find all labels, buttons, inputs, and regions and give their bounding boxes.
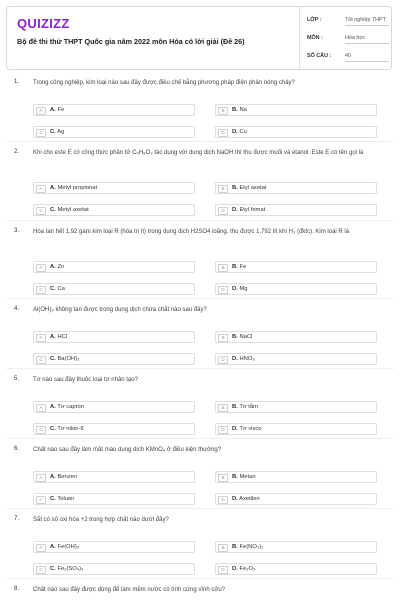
option-prefix: A. xyxy=(50,543,56,550)
option-prefix: A. xyxy=(50,106,56,113)
option-letter-badge: C xyxy=(36,496,46,504)
option-letter-badge: C xyxy=(36,207,46,215)
option-prefix: D. xyxy=(232,425,238,432)
option-prefix: C. xyxy=(50,128,56,135)
option-value: Fe(OH)₃ xyxy=(57,543,80,550)
meta-subject-value: Hóa học xyxy=(345,35,389,44)
option-letter-badge: D xyxy=(218,129,228,137)
option-value: Tơ tằm xyxy=(239,403,258,410)
option-prefix: C. xyxy=(50,207,56,213)
question-divider xyxy=(6,298,394,299)
option-prefix: D. xyxy=(232,207,238,213)
question-number: 2. xyxy=(14,149,20,155)
question-divider xyxy=(6,141,394,142)
option-text xyxy=(232,107,247,114)
option-prefix: D. xyxy=(232,128,238,135)
option-b[interactable] xyxy=(215,331,377,343)
header-divider xyxy=(299,7,300,69)
option-text xyxy=(50,129,64,136)
option-prefix: D. xyxy=(232,286,238,292)
option-prefix: A. xyxy=(50,333,56,340)
option-value: Tơ capron xyxy=(57,403,85,410)
option-letter-badge: B xyxy=(218,334,228,342)
option-value: Etyl axetat xyxy=(239,185,267,191)
option-letter-badge: B xyxy=(218,185,228,193)
option-letter-badge: D xyxy=(218,286,228,294)
option-text xyxy=(232,264,246,271)
option-b[interactable] xyxy=(215,471,377,483)
option-letter-badge: A xyxy=(36,404,46,412)
option-letter-badge: A xyxy=(36,474,46,482)
question-number: 3. xyxy=(14,228,20,234)
option-d[interactable] xyxy=(215,353,377,365)
option-value: Ca xyxy=(57,286,65,292)
option-value: Metyl propionat xyxy=(57,185,98,191)
question-number: 4. xyxy=(14,306,20,312)
question-text: Hòa tan hết 1,92 gam kim loại R (hóa trị II) trong dung dịch H2SO4 loãng, thu được 1,792 lít khí H₂ (đktc). Kim loại R là xyxy=(33,229,350,235)
option-b[interactable] xyxy=(215,104,377,116)
meta-subject-label: MÔN : xyxy=(307,35,323,41)
option-text xyxy=(50,404,84,411)
option-prefix: A. xyxy=(50,473,56,480)
option-value: Fe xyxy=(57,106,65,113)
option-letter-badge: C xyxy=(36,356,46,364)
option-text xyxy=(50,544,79,551)
meta-grade-value: Tốt nghiệp THPT xyxy=(345,17,389,26)
option-letter-badge: A xyxy=(36,264,46,272)
option-d[interactable] xyxy=(215,126,377,138)
option-value: Fe(NO₃)₂ xyxy=(239,543,264,550)
option-c[interactable] xyxy=(33,126,195,138)
option-value: Fe xyxy=(239,264,247,270)
option-b[interactable] xyxy=(215,541,377,553)
option-letter-badge: D xyxy=(218,496,228,504)
option-prefix: B. xyxy=(232,333,238,340)
option-prefix: A. xyxy=(50,403,56,410)
option-text xyxy=(232,286,248,293)
option-prefix: A. xyxy=(50,185,56,191)
option-c[interactable] xyxy=(33,283,195,295)
option-text xyxy=(232,496,260,503)
option-letter-badge: D xyxy=(218,426,228,434)
option-value: Fe₂(SO₄)₃ xyxy=(57,565,84,572)
option-b[interactable] xyxy=(215,261,377,273)
option-prefix: B. xyxy=(232,264,238,270)
option-value: Tơ visco xyxy=(239,425,262,432)
meta-grade-label: LỚP : xyxy=(307,17,322,23)
option-letter-badge: A xyxy=(36,107,46,115)
option-value: NaCl xyxy=(239,333,253,340)
option-text xyxy=(232,566,255,573)
option-d[interactable] xyxy=(215,204,377,216)
option-value: Fe₂O₃ xyxy=(239,565,256,572)
option-a[interactable] xyxy=(33,104,195,116)
question-text: Sắt có số oxi hóa +2 trong hợp chất nào dưới đây? xyxy=(33,517,169,523)
option-letter-badge: C xyxy=(36,426,46,434)
option-prefix: C. xyxy=(50,425,56,432)
option-text xyxy=(232,185,267,192)
option-d[interactable] xyxy=(215,283,377,295)
option-c[interactable] xyxy=(33,423,195,435)
option-text xyxy=(232,207,265,214)
question-number: 7. xyxy=(14,516,20,522)
option-prefix: B. xyxy=(232,543,238,550)
option-value: Mg xyxy=(239,286,248,292)
option-c[interactable] xyxy=(33,563,195,575)
option-letter-badge: B xyxy=(218,544,228,552)
option-letter-badge: C xyxy=(36,129,46,137)
option-text xyxy=(232,404,258,411)
option-value: Toluen xyxy=(57,495,75,502)
option-letter-badge: B xyxy=(218,474,228,482)
option-prefix: C. xyxy=(50,286,56,292)
option-value: HCl xyxy=(57,333,68,340)
option-text xyxy=(232,129,247,136)
option-d[interactable] xyxy=(215,423,377,435)
meta-question-count-label: SỐ CÂU : xyxy=(307,53,332,59)
option-value: Ag xyxy=(57,128,65,135)
question-number: 1. xyxy=(14,79,20,85)
option-value: Metan xyxy=(239,473,256,480)
option-text xyxy=(50,356,79,363)
question-number: 8. xyxy=(14,586,20,592)
option-prefix: D. xyxy=(232,565,238,572)
option-value: Cu xyxy=(239,128,247,135)
option-prefix: D. xyxy=(232,355,238,362)
option-value: Benzen xyxy=(57,473,78,480)
worksheet-header xyxy=(6,6,392,70)
option-c[interactable] xyxy=(33,493,195,505)
option-text xyxy=(232,474,256,481)
option-prefix: B. xyxy=(232,473,238,480)
option-prefix: B. xyxy=(232,185,238,191)
option-text xyxy=(50,566,83,573)
option-prefix: B. xyxy=(232,403,238,410)
option-prefix: B. xyxy=(232,106,238,113)
option-letter-badge: B xyxy=(218,264,228,272)
option-text xyxy=(50,496,74,503)
question-divider xyxy=(6,368,394,369)
option-letter-badge: B xyxy=(218,107,228,115)
option-text xyxy=(50,185,97,192)
question-divider xyxy=(6,508,394,509)
option-text xyxy=(232,426,262,433)
option-text xyxy=(50,286,65,293)
option-letter-badge: C xyxy=(36,566,46,574)
option-a[interactable] xyxy=(33,401,195,413)
option-value: Zn xyxy=(57,264,65,270)
option-text xyxy=(232,334,252,341)
question-text: Chất nào sau đây làm mất màu dung dịch KMnO₄ ở điều kiện thường? xyxy=(33,447,222,453)
option-text xyxy=(50,334,67,341)
option-text xyxy=(50,107,64,114)
option-b[interactable] xyxy=(215,182,377,194)
option-text xyxy=(232,544,263,551)
option-text xyxy=(232,356,255,363)
option-letter-badge: C xyxy=(36,286,46,294)
option-letter-badge: D xyxy=(218,207,228,215)
quizizz-logo: QUIZIZZ xyxy=(17,16,70,31)
option-a[interactable] xyxy=(33,331,195,343)
option-letter-badge: D xyxy=(218,566,228,574)
meta-question-count-value: 40 xyxy=(345,53,389,62)
question-text: Al(OH)₃ không tan được trong dung dịch chứa chất nào sau đây? xyxy=(33,307,207,313)
worksheet-title: Bộ đề thi thử THPT Quốc gia năm 2022 môn Hóa có lời giải (Đề 26) xyxy=(17,37,245,46)
question-number: 5. xyxy=(14,376,20,382)
option-d[interactable] xyxy=(215,563,377,575)
option-a[interactable] xyxy=(33,471,195,483)
option-text xyxy=(50,207,89,214)
question-text: Trong công nghiệp, kim loại nào sau đây được điều chế bằng phương pháp điện phân nóng chảy? xyxy=(33,80,295,86)
option-a[interactable] xyxy=(33,261,195,273)
option-letter-badge: B xyxy=(218,404,228,412)
option-value: Metyl axetat xyxy=(57,207,89,213)
option-b[interactable] xyxy=(215,401,377,413)
option-letter-badge: D xyxy=(218,356,228,364)
option-value: HNO₃ xyxy=(239,355,255,362)
option-text xyxy=(50,474,77,481)
option-d[interactable] xyxy=(215,493,377,505)
option-a[interactable] xyxy=(33,182,195,194)
option-prefix: C. xyxy=(50,495,56,502)
option-prefix: C. xyxy=(50,355,56,362)
option-value: Axetilen xyxy=(239,495,260,502)
question-divider xyxy=(6,578,394,579)
option-value: Tơ nilon-6 xyxy=(57,425,84,432)
option-letter-badge: A xyxy=(36,334,46,342)
question-divider xyxy=(6,438,394,439)
option-value: Etyl fomat xyxy=(239,207,266,213)
question-text: Khi cho este E có công thức phân tử C₅H₈O₂ tác dụng với dung dịch NaOH thì thu được muối và etanol. Este E có tên gọi là xyxy=(33,150,364,156)
question-number: 6. xyxy=(14,446,20,452)
question-text: Chất nào sau đây được dùng để làm mềm nước có tính cứng vĩnh cửu? xyxy=(33,587,226,593)
question-divider xyxy=(6,220,394,221)
option-prefix: C. xyxy=(50,565,56,572)
option-text xyxy=(50,426,84,433)
option-text xyxy=(50,264,64,271)
option-prefix: D. xyxy=(232,495,238,502)
option-c[interactable] xyxy=(33,353,195,365)
option-value: Ba(OH)₂ xyxy=(57,355,80,362)
question-text: Tơ nào sau đây thuộc loại tơ nhân tạo? xyxy=(33,377,138,383)
option-prefix: A. xyxy=(50,264,56,270)
option-letter-badge: A xyxy=(36,544,46,552)
option-value: Na xyxy=(239,106,247,113)
option-a[interactable] xyxy=(33,541,195,553)
option-c[interactable] xyxy=(33,204,195,216)
option-letter-badge: A xyxy=(36,185,46,193)
